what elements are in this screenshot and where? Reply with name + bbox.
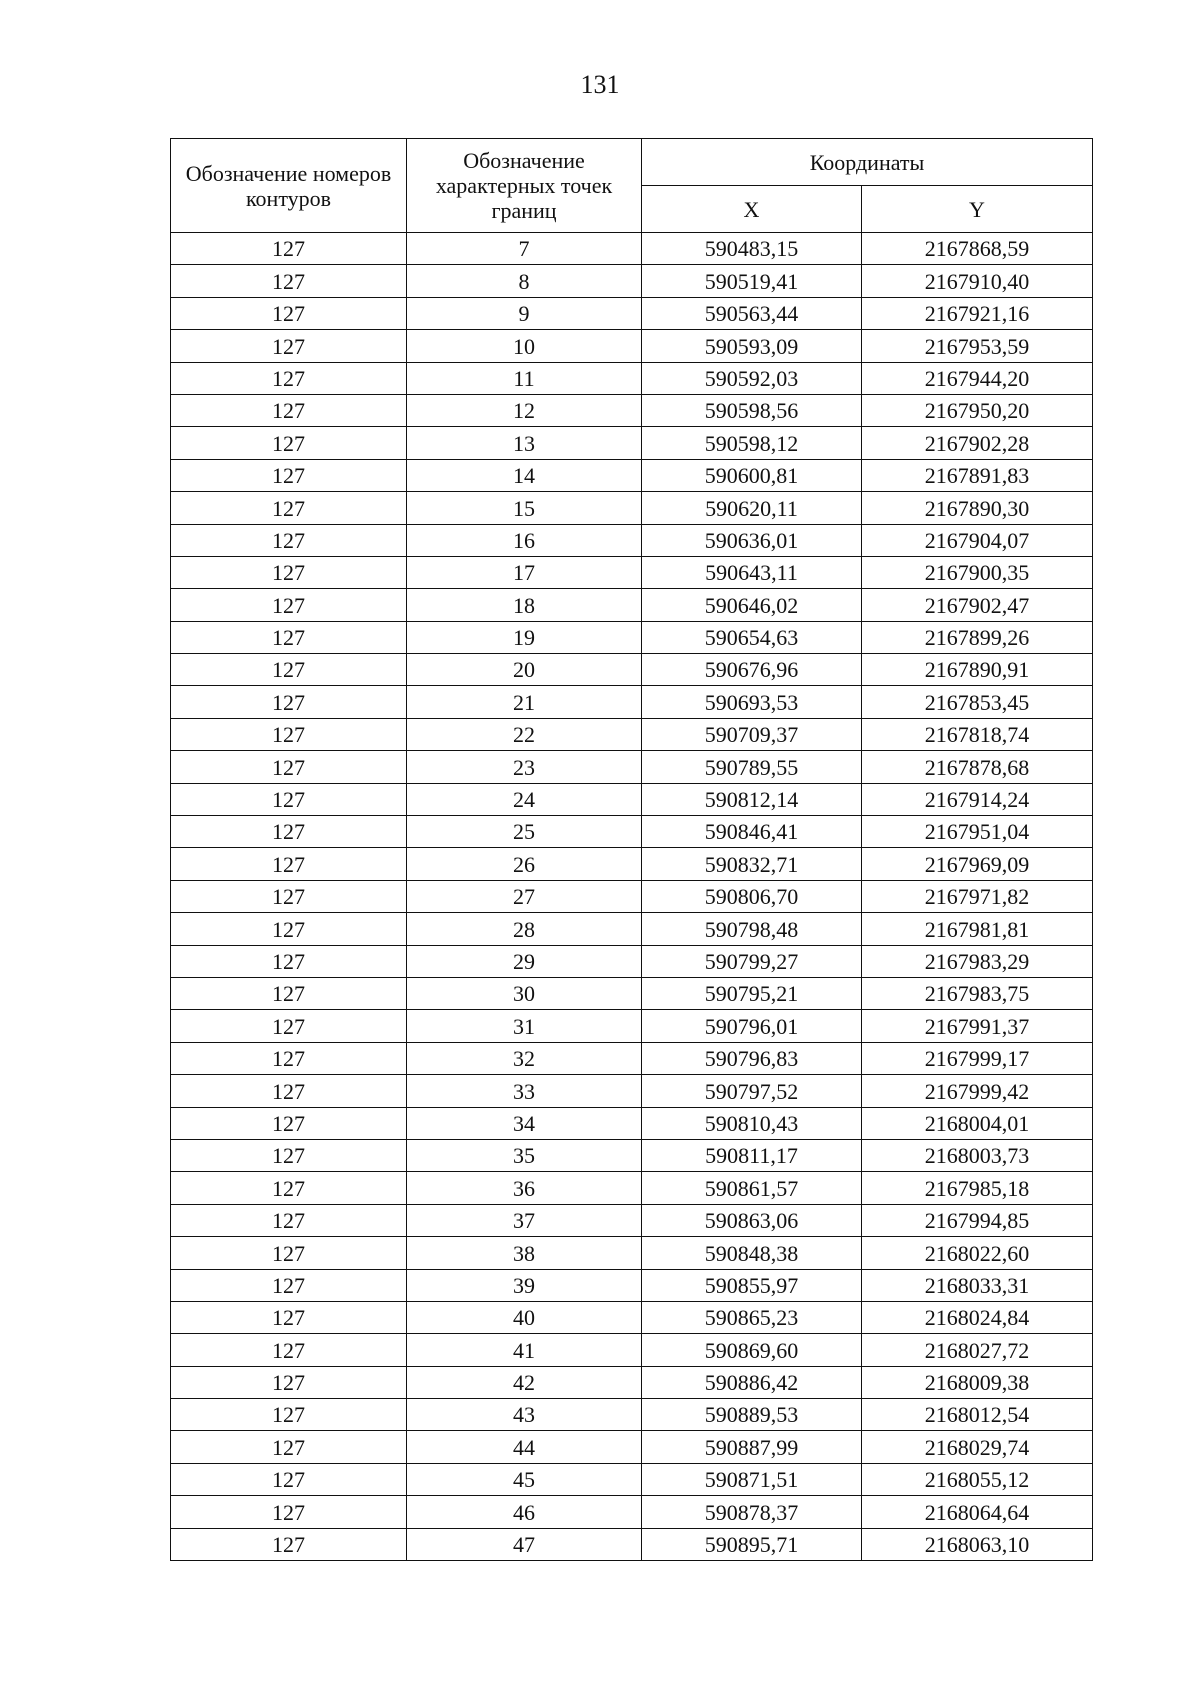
cell-point: 16 — [407, 524, 642, 556]
cell-contour: 127 — [171, 1496, 407, 1528]
cell-x: 590895,71 — [642, 1528, 862, 1560]
cell-y: 2168003,73 — [862, 1139, 1093, 1171]
cell-y: 2167985,18 — [862, 1172, 1093, 1204]
cell-point: 38 — [407, 1237, 642, 1269]
cell-point: 20 — [407, 654, 642, 686]
cell-contour: 127 — [171, 816, 407, 848]
cell-x: 590878,37 — [642, 1496, 862, 1528]
table-row — [171, 1366, 1093, 1398]
cell-contour: 127 — [171, 1301, 407, 1333]
cell-x: 590563,44 — [642, 297, 862, 329]
table-header — [171, 139, 1093, 233]
cell-y: 2167853,45 — [862, 686, 1093, 718]
cell-y: 2167902,47 — [862, 589, 1093, 621]
cell-y: 2167890,91 — [862, 654, 1093, 686]
cell-contour: 127 — [171, 427, 407, 459]
cell-contour: 127 — [171, 751, 407, 783]
table-row — [171, 1431, 1093, 1463]
cell-contour: 127 — [171, 718, 407, 750]
cell-x: 590812,14 — [642, 783, 862, 815]
cell-y: 2167890,30 — [862, 492, 1093, 524]
cell-point: 43 — [407, 1399, 642, 1431]
cell-x: 590861,57 — [642, 1172, 862, 1204]
cell-point: 9 — [407, 297, 642, 329]
cell-y: 2167944,20 — [862, 362, 1093, 394]
header-y: Y — [862, 186, 1093, 233]
cell-x: 590846,41 — [642, 816, 862, 848]
cell-x: 590654,63 — [642, 621, 862, 653]
cell-contour: 127 — [171, 783, 407, 815]
cell-y: 2167818,74 — [862, 718, 1093, 750]
table-row — [171, 718, 1093, 750]
table-row — [171, 1463, 1093, 1495]
cell-x: 590636,01 — [642, 524, 862, 556]
cell-y: 2167983,29 — [862, 945, 1093, 977]
cell-contour: 127 — [171, 1172, 407, 1204]
cell-y: 2167900,35 — [862, 556, 1093, 588]
table-row — [171, 751, 1093, 783]
cell-contour: 127 — [171, 654, 407, 686]
table-row — [171, 265, 1093, 297]
cell-point: 36 — [407, 1172, 642, 1204]
table-body — [171, 233, 1093, 1561]
cell-contour: 127 — [171, 1366, 407, 1398]
table-row — [171, 394, 1093, 426]
cell-point: 26 — [407, 848, 642, 880]
cell-x: 590592,03 — [642, 362, 862, 394]
header-contour-numbers: Обозначение номеров контуров — [171, 139, 407, 233]
cell-contour: 127 — [171, 297, 407, 329]
cell-point: 30 — [407, 977, 642, 1009]
table-row — [171, 1237, 1093, 1269]
cell-contour: 127 — [171, 330, 407, 362]
cell-x: 590598,56 — [642, 394, 862, 426]
cell-contour: 127 — [171, 1139, 407, 1171]
cell-y: 2168024,84 — [862, 1301, 1093, 1333]
cell-y: 2168022,60 — [862, 1237, 1093, 1269]
cell-y: 2167904,07 — [862, 524, 1093, 556]
cell-x: 590693,53 — [642, 686, 862, 718]
cell-y: 2167914,24 — [862, 783, 1093, 815]
table-row — [171, 783, 1093, 815]
cell-contour: 127 — [171, 556, 407, 588]
cell-y: 2168063,10 — [862, 1528, 1093, 1560]
cell-contour: 127 — [171, 1463, 407, 1495]
table-row — [171, 945, 1093, 977]
cell-contour: 127 — [171, 394, 407, 426]
cell-x: 590797,52 — [642, 1075, 862, 1107]
cell-x: 590886,42 — [642, 1366, 862, 1398]
cell-point: 10 — [407, 330, 642, 362]
table-row — [171, 621, 1093, 653]
cell-y: 2167902,28 — [862, 427, 1093, 459]
table-row — [171, 686, 1093, 718]
cell-point: 45 — [407, 1463, 642, 1495]
cell-contour: 127 — [171, 848, 407, 880]
cell-point: 18 — [407, 589, 642, 621]
cell-contour: 127 — [171, 977, 407, 1009]
cell-y: 2168064,64 — [862, 1496, 1093, 1528]
cell-point: 32 — [407, 1042, 642, 1074]
cell-x: 590796,83 — [642, 1042, 862, 1074]
table-row — [171, 1042, 1093, 1074]
cell-point: 42 — [407, 1366, 642, 1398]
table-row — [171, 1107, 1093, 1139]
cell-contour: 127 — [171, 1107, 407, 1139]
table-row — [171, 427, 1093, 459]
table-row — [171, 589, 1093, 621]
coordinates-table — [170, 138, 1093, 1561]
table-row — [171, 1301, 1093, 1333]
cell-y: 2167994,85 — [862, 1204, 1093, 1236]
cell-contour: 127 — [171, 362, 407, 394]
table-row — [171, 816, 1093, 848]
cell-contour: 127 — [171, 1334, 407, 1366]
cell-contour: 127 — [171, 492, 407, 524]
cell-x: 590598,12 — [642, 427, 862, 459]
cell-y: 2167969,09 — [862, 848, 1093, 880]
cell-x: 590798,48 — [642, 913, 862, 945]
table-row — [171, 1528, 1093, 1560]
cell-x: 590795,21 — [642, 977, 862, 1009]
table-row — [171, 1172, 1093, 1204]
cell-contour: 127 — [171, 1237, 407, 1269]
header-boundary-points: Обозначение характерных точек границ — [407, 139, 642, 233]
cell-y: 2168033,31 — [862, 1269, 1093, 1301]
cell-x: 590789,55 — [642, 751, 862, 783]
table-row — [171, 556, 1093, 588]
table-row — [171, 1075, 1093, 1107]
cell-y: 2167999,42 — [862, 1075, 1093, 1107]
cell-point: 24 — [407, 783, 642, 815]
cell-x: 590887,99 — [642, 1431, 862, 1463]
cell-contour: 127 — [171, 880, 407, 912]
cell-contour: 127 — [171, 459, 407, 491]
cell-contour: 127 — [171, 913, 407, 945]
cell-point: 35 — [407, 1139, 642, 1171]
cell-y: 2168004,01 — [862, 1107, 1093, 1139]
cell-contour: 127 — [171, 233, 407, 265]
cell-contour: 127 — [171, 1075, 407, 1107]
cell-point: 12 — [407, 394, 642, 426]
cell-x: 590863,06 — [642, 1204, 862, 1236]
cell-contour: 127 — [171, 621, 407, 653]
cell-x: 590869,60 — [642, 1334, 862, 1366]
cell-y: 2167899,26 — [862, 621, 1093, 653]
cell-x: 590811,17 — [642, 1139, 862, 1171]
table-row — [171, 330, 1093, 362]
cell-y: 2167951,04 — [862, 816, 1093, 848]
table-row — [171, 362, 1093, 394]
cell-y: 2167868,59 — [862, 233, 1093, 265]
cell-contour: 127 — [171, 945, 407, 977]
cell-point: 44 — [407, 1431, 642, 1463]
table-row — [171, 459, 1093, 491]
table-row — [171, 1334, 1093, 1366]
cell-point: 17 — [407, 556, 642, 588]
cell-x: 590620,11 — [642, 492, 862, 524]
cell-contour: 127 — [171, 589, 407, 621]
cell-x: 590799,27 — [642, 945, 862, 977]
table-row — [171, 1496, 1093, 1528]
cell-point: 34 — [407, 1107, 642, 1139]
cell-x: 590519,41 — [642, 265, 862, 297]
cell-point: 47 — [407, 1528, 642, 1560]
cell-y: 2167921,16 — [862, 297, 1093, 329]
cell-point: 22 — [407, 718, 642, 750]
cell-x: 590810,43 — [642, 1107, 862, 1139]
cell-contour: 127 — [171, 1204, 407, 1236]
table-row — [171, 848, 1093, 880]
cell-y: 2167891,83 — [862, 459, 1093, 491]
cell-x: 590483,15 — [642, 233, 862, 265]
cell-contour: 127 — [171, 1528, 407, 1560]
cell-point: 33 — [407, 1075, 642, 1107]
cell-point: 23 — [407, 751, 642, 783]
cell-point: 21 — [407, 686, 642, 718]
table-row — [171, 654, 1093, 686]
table-row — [171, 524, 1093, 556]
cell-x: 590676,96 — [642, 654, 862, 686]
cell-x: 590643,11 — [642, 556, 862, 588]
header-coordinates: Координаты — [642, 139, 1093, 186]
cell-point: 31 — [407, 1010, 642, 1042]
cell-point: 13 — [407, 427, 642, 459]
cell-point: 7 — [407, 233, 642, 265]
cell-y: 2168055,12 — [862, 1463, 1093, 1495]
cell-contour: 127 — [171, 686, 407, 718]
cell-point: 40 — [407, 1301, 642, 1333]
cell-point: 41 — [407, 1334, 642, 1366]
table-row — [171, 977, 1093, 1009]
cell-y: 2167991,37 — [862, 1010, 1093, 1042]
table-row — [171, 880, 1093, 912]
cell-point: 25 — [407, 816, 642, 848]
cell-x: 590796,01 — [642, 1010, 862, 1042]
cell-y: 2167878,68 — [862, 751, 1093, 783]
cell-contour: 127 — [171, 524, 407, 556]
cell-contour: 127 — [171, 1269, 407, 1301]
cell-x: 590848,38 — [642, 1237, 862, 1269]
cell-y: 2167953,59 — [862, 330, 1093, 362]
cell-point: 39 — [407, 1269, 642, 1301]
cell-y: 2167999,17 — [862, 1042, 1093, 1074]
table-row — [171, 492, 1093, 524]
cell-x: 590593,09 — [642, 330, 862, 362]
cell-point: 14 — [407, 459, 642, 491]
cell-x: 590871,51 — [642, 1463, 862, 1495]
page-number: 131 — [580, 70, 620, 99]
cell-y: 2168027,72 — [862, 1334, 1093, 1366]
cell-y: 2167983,75 — [862, 977, 1093, 1009]
cell-point: 19 — [407, 621, 642, 653]
table-row — [171, 1269, 1093, 1301]
cell-y: 2167981,81 — [862, 913, 1093, 945]
cell-point: 37 — [407, 1204, 642, 1236]
cell-x: 590865,23 — [642, 1301, 862, 1333]
header-x: X — [642, 186, 862, 233]
cell-point: 28 — [407, 913, 642, 945]
cell-x: 590889,53 — [642, 1399, 862, 1431]
table-row — [171, 233, 1093, 265]
cell-x: 590646,02 — [642, 589, 862, 621]
table-row — [171, 1139, 1093, 1171]
cell-y: 2167910,40 — [862, 265, 1093, 297]
cell-x: 590709,37 — [642, 718, 862, 750]
cell-x: 590600,81 — [642, 459, 862, 491]
table-row — [171, 1204, 1093, 1236]
cell-contour: 127 — [171, 1010, 407, 1042]
cell-point: 11 — [407, 362, 642, 394]
cell-y: 2168012,54 — [862, 1399, 1093, 1431]
cell-point: 27 — [407, 880, 642, 912]
cell-x: 590832,71 — [642, 848, 862, 880]
cell-contour: 127 — [171, 265, 407, 297]
cell-x: 590855,97 — [642, 1269, 862, 1301]
table-row — [171, 297, 1093, 329]
cell-y: 2167971,82 — [862, 880, 1093, 912]
cell-point: 15 — [407, 492, 642, 524]
table-row — [171, 913, 1093, 945]
cell-contour: 127 — [171, 1399, 407, 1431]
cell-point: 46 — [407, 1496, 642, 1528]
table-row — [171, 1010, 1093, 1042]
cell-contour: 127 — [171, 1431, 407, 1463]
cell-contour: 127 — [171, 1042, 407, 1074]
cell-point: 8 — [407, 265, 642, 297]
cell-x: 590806,70 — [642, 880, 862, 912]
cell-y: 2168029,74 — [862, 1431, 1093, 1463]
cell-y: 2168009,38 — [862, 1366, 1093, 1398]
cell-y: 2167950,20 — [862, 394, 1093, 426]
cell-point: 29 — [407, 945, 642, 977]
table-row — [171, 1399, 1093, 1431]
